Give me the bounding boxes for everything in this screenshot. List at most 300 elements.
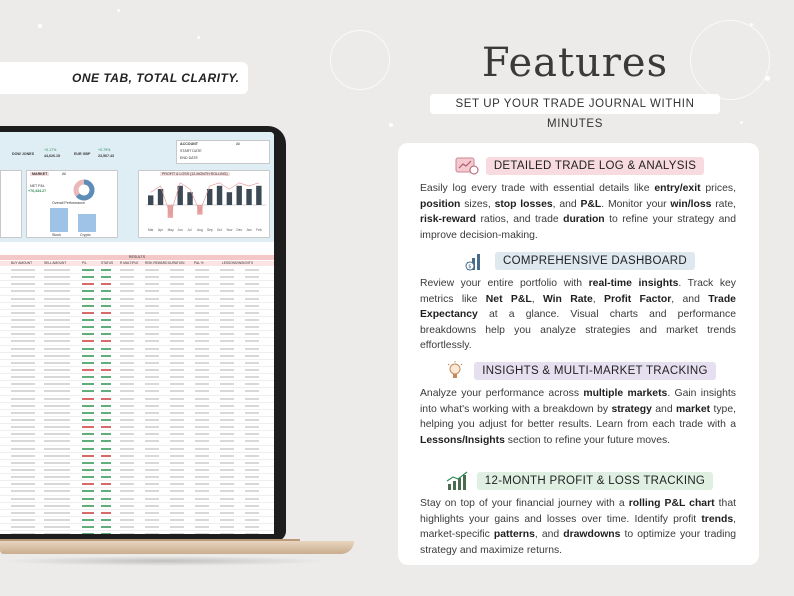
- table-row: [0, 460, 274, 467]
- row-pl-indicator: [82, 448, 94, 450]
- row-placeholder: [120, 333, 260, 335]
- row-status-indicator: [101, 519, 111, 521]
- table-row: [0, 474, 274, 481]
- row-placeholder: [44, 276, 70, 278]
- row-status-indicator: [101, 383, 111, 385]
- row-placeholder: [44, 312, 70, 314]
- table-row: [0, 317, 274, 324]
- feature-header: [420, 250, 736, 272]
- row-status-indicator: [101, 369, 111, 371]
- row-placeholder: [44, 519, 70, 521]
- table-row: [0, 274, 274, 281]
- row-placeholder: [120, 519, 260, 521]
- trade-log-table: [0, 267, 274, 534]
- row-placeholder: [11, 412, 35, 414]
- tagline-text: ONE TAB, TOTAL CLARITY.: [72, 71, 240, 85]
- account-value[interactable]: All: [236, 142, 240, 146]
- row-placeholder: [120, 433, 260, 435]
- net-pnl-label: NET P&L: [30, 184, 45, 188]
- table-row: [0, 346, 274, 353]
- feature-description: Analyze your performance across multiple markets. Gain insights into what's working with a breakdown by strategy and market type, helping you adjust for better results. Learn from each trade with a Lessons/Insights section to refine your future moves.: [420, 388, 736, 446]
- chart-tick-label: Jul: [187, 228, 192, 232]
- row-placeholder: [44, 412, 70, 414]
- chart-bar: [217, 186, 222, 205]
- row-placeholder: [120, 476, 260, 478]
- row-placeholder: [11, 390, 35, 392]
- trade-log-icon: [452, 155, 482, 177]
- table-row: [0, 338, 274, 345]
- column-header: STATUS: [101, 261, 114, 265]
- table-row: [0, 360, 274, 367]
- row-placeholder: [11, 333, 35, 335]
- row-pl-indicator: [82, 348, 94, 350]
- table-row: [0, 288, 274, 295]
- row-placeholder: [120, 426, 260, 428]
- table-row: [0, 388, 274, 395]
- row-placeholder: [11, 269, 35, 271]
- row-placeholder: [44, 398, 70, 400]
- row-pl-indicator: [82, 440, 94, 442]
- row-placeholder: [11, 298, 35, 300]
- row-placeholder: [11, 362, 35, 364]
- row-placeholder: [120, 512, 260, 514]
- row-placeholder: [44, 476, 70, 478]
- row-placeholder: [44, 298, 70, 300]
- row-placeholder: [120, 383, 260, 385]
- row-placeholder: [11, 276, 35, 278]
- row-placeholder: [120, 290, 260, 292]
- row-pl-indicator: [82, 305, 94, 307]
- row-placeholder: [120, 348, 260, 350]
- chart-tick-label: Sep: [207, 228, 213, 232]
- feature-header: [420, 155, 736, 177]
- row-pl-indicator: [82, 455, 94, 457]
- row-status-indicator: [101, 355, 111, 357]
- ticker-eurgbp-value: 23,567.43: [98, 154, 114, 158]
- end-date-label: END DATE: [180, 156, 198, 160]
- row-placeholder: [11, 283, 35, 285]
- row-placeholder: [11, 340, 35, 342]
- row-pl-indicator: [82, 433, 94, 435]
- row-placeholder: [120, 469, 260, 471]
- row-placeholder: [44, 469, 70, 471]
- table-row: [0, 453, 274, 460]
- chart-tick-label: May: [167, 228, 174, 232]
- row-placeholder: [44, 455, 70, 457]
- feature-title: COMPREHENSIVE DASHBOARD: [495, 252, 695, 270]
- table-row: [0, 503, 274, 510]
- row-placeholder: [11, 526, 35, 528]
- row-status-indicator: [101, 533, 111, 534]
- feature-header: [420, 470, 736, 492]
- row-placeholder: [11, 433, 35, 435]
- table-row: [0, 496, 274, 503]
- row-pl-indicator: [82, 269, 94, 271]
- row-placeholder: [44, 383, 70, 385]
- row-status-indicator: [101, 412, 111, 414]
- ticker-dow-change: +0.17%: [44, 148, 57, 152]
- table-row: [0, 431, 274, 438]
- row-status-indicator: [101, 348, 111, 350]
- row-placeholder: [44, 376, 70, 378]
- row-placeholder: [11, 533, 35, 534]
- pnl-bar-chart: [142, 179, 268, 235]
- row-pl-indicator: [82, 333, 94, 335]
- row-placeholder: [44, 333, 70, 335]
- row-status-indicator: [101, 290, 111, 292]
- ticker-dow-value: 44,626.15: [44, 154, 60, 158]
- row-placeholder: [44, 355, 70, 357]
- stock-bar: [50, 208, 68, 232]
- table-row: [0, 367, 274, 374]
- laptop-mockup: [0, 126, 286, 541]
- row-placeholder: [120, 355, 260, 357]
- row-pl-indicator: [82, 290, 94, 292]
- row-placeholder: [120, 455, 260, 457]
- row-pl-indicator: [82, 376, 94, 378]
- row-status-indicator: [101, 276, 111, 278]
- insights-icon: [440, 360, 470, 382]
- chart-bar: [227, 192, 232, 205]
- row-pl-indicator: [82, 276, 94, 278]
- row-placeholder: [44, 448, 70, 450]
- feature-insights: [420, 360, 736, 448]
- row-placeholder: [120, 440, 260, 442]
- pnl-chart-icon: [443, 470, 473, 492]
- row-placeholder: [11, 440, 35, 442]
- row-placeholder: [44, 526, 70, 528]
- row-placeholder: [120, 448, 260, 450]
- row-pl-indicator: [82, 533, 94, 534]
- row-placeholder: [120, 369, 260, 371]
- table-row: [0, 281, 274, 288]
- market-label: MARKET: [32, 172, 48, 176]
- row-status-indicator: [101, 305, 111, 307]
- row-placeholder: [44, 405, 70, 407]
- row-status-indicator: [101, 283, 111, 285]
- row-pl-indicator: [82, 398, 94, 400]
- row-placeholder: [120, 419, 260, 421]
- page-title: Features: [481, 40, 669, 86]
- row-placeholder: [44, 369, 70, 371]
- laptop-base: [0, 541, 354, 554]
- row-placeholder: [120, 498, 260, 500]
- chart-trend-line: [151, 183, 259, 215]
- column-header: DURATION: [168, 261, 185, 265]
- column-header: RISK REWARD: [145, 261, 168, 265]
- row-placeholder: [44, 305, 70, 307]
- row-placeholder: [11, 462, 35, 464]
- row-placeholder: [11, 448, 35, 450]
- table-row: [0, 324, 274, 331]
- row-status-indicator: [101, 448, 111, 450]
- row-pl-indicator: [82, 390, 94, 392]
- table-row: [0, 446, 274, 453]
- row-status-indicator: [101, 512, 111, 514]
- row-placeholder: [11, 483, 35, 485]
- laptop-screen: [0, 132, 274, 534]
- market-value[interactable]: All: [62, 172, 66, 176]
- row-status-indicator: [101, 469, 111, 471]
- chart-tick-label: Nov: [226, 228, 233, 232]
- row-status-indicator: [101, 433, 111, 435]
- chart-tick-label: Feb: [256, 228, 262, 232]
- start-date-label: START DATE: [180, 149, 202, 153]
- row-placeholder: [120, 412, 260, 414]
- row-status-indicator: [101, 505, 111, 507]
- sparkle-decoration: [740, 121, 743, 124]
- summary-box: [0, 170, 22, 238]
- table-row: [0, 488, 274, 495]
- row-status-indicator: [101, 490, 111, 492]
- row-placeholder: [120, 505, 260, 507]
- table-row: [0, 417, 274, 424]
- row-placeholder: [11, 326, 35, 328]
- row-placeholder: [120, 276, 260, 278]
- row-placeholder: [44, 462, 70, 464]
- row-pl-indicator: [82, 312, 94, 314]
- row-status-indicator: [101, 333, 111, 335]
- row-placeholder: [11, 476, 35, 478]
- feature-title: 12-MONTH PROFIT & LOSS TRACKING: [477, 472, 713, 490]
- row-placeholder: [120, 340, 260, 342]
- table-row: [0, 310, 274, 317]
- row-pl-indicator: [82, 369, 94, 371]
- sparkle-decoration: [389, 123, 393, 127]
- row-status-indicator: [101, 312, 111, 314]
- row-placeholder: [44, 490, 70, 492]
- chart-bar: [237, 186, 242, 205]
- table-row: [0, 410, 274, 417]
- chart-tick-label: Mar: [148, 228, 154, 232]
- row-pl-indicator: [82, 412, 94, 414]
- row-placeholder: [44, 426, 70, 428]
- row-placeholder: [120, 526, 260, 528]
- ticker-eurgbp-change: +0.79%: [98, 148, 111, 152]
- row-status-indicator: [101, 398, 111, 400]
- row-placeholder: [44, 533, 70, 534]
- row-status-indicator: [101, 362, 111, 364]
- row-status-indicator: [101, 462, 111, 464]
- chart-bar: [168, 205, 173, 218]
- row-placeholder: [11, 405, 35, 407]
- row-placeholder: [120, 490, 260, 492]
- row-pl-indicator: [82, 298, 94, 300]
- row-placeholder: [11, 419, 35, 421]
- row-placeholder: [11, 290, 35, 292]
- row-placeholder: [11, 455, 35, 457]
- page-subtitle: SET UP YOUR TRADE JOURNAL WITHIN MINUTES: [430, 94, 720, 114]
- row-placeholder: [120, 326, 260, 328]
- row-placeholder: [11, 469, 35, 471]
- table-row: [0, 438, 274, 445]
- laptop-shadow: [0, 556, 330, 566]
- crypto-bar: [78, 214, 96, 232]
- row-placeholder: [120, 312, 260, 314]
- row-status-indicator: [101, 269, 111, 271]
- feature-description: Stay on top of your financial journey with a rolling P&L chart that highlights your gains and losses over time. Identify profit trends, market-specific patterns, and drawdowns to optimize your trading strategy and maximize returns.: [420, 498, 736, 556]
- row-status-indicator: [101, 298, 111, 300]
- table-row: [0, 331, 274, 338]
- row-placeholder: [120, 462, 260, 464]
- row-pl-indicator: [82, 462, 94, 464]
- row-placeholder: [44, 390, 70, 392]
- stock-bar-label: Stock: [52, 233, 61, 237]
- column-header: P/L: [82, 261, 87, 265]
- table-row: [0, 381, 274, 388]
- chart-tick-label: Oct: [216, 228, 222, 232]
- row-placeholder: [120, 398, 260, 400]
- row-status-indicator: [101, 440, 111, 442]
- net-pnl-value: +76,434.27: [28, 189, 47, 193]
- row-placeholder: [44, 419, 70, 421]
- table-row: [0, 303, 274, 310]
- row-placeholder: [120, 305, 260, 307]
- row-status-indicator: [101, 376, 111, 378]
- chart-tick-label: Jun: [177, 228, 183, 232]
- row-placeholder: [120, 298, 260, 300]
- row-status-indicator: [101, 405, 111, 407]
- chart-tick-label: Aug: [197, 228, 203, 232]
- table-row: [0, 531, 274, 534]
- column-header: BUY AMOUNT: [11, 261, 33, 265]
- feature-pnl-tracking: [420, 470, 736, 558]
- chart-tick-label: Dec: [236, 228, 243, 232]
- row-pl-indicator: [82, 526, 94, 528]
- row-status-indicator: [101, 419, 111, 421]
- row-placeholder: [11, 490, 35, 492]
- row-placeholder: [44, 505, 70, 507]
- row-placeholder: [120, 405, 260, 407]
- row-placeholder: [44, 283, 70, 285]
- row-placeholder: [44, 483, 70, 485]
- row-status-indicator: [101, 390, 111, 392]
- dashboard-icon: [461, 250, 491, 272]
- column-header: P&L %: [194, 261, 204, 265]
- overall-performance-label: Overall Performance: [52, 201, 85, 205]
- tagline-banner: [0, 62, 248, 94]
- table-row: [0, 396, 274, 403]
- row-placeholder: [120, 283, 260, 285]
- row-placeholder: [120, 376, 260, 378]
- swirl-decoration: [330, 30, 390, 90]
- row-placeholder: [11, 383, 35, 385]
- row-placeholder: [44, 512, 70, 514]
- row-status-indicator: [101, 498, 111, 500]
- chart-bar: [246, 189, 251, 205]
- row-pl-indicator: [82, 355, 94, 357]
- row-placeholder: [44, 290, 70, 292]
- row-status-indicator: [101, 476, 111, 478]
- row-status-indicator: [101, 526, 111, 528]
- row-placeholder: [11, 519, 35, 521]
- row-status-indicator: [101, 426, 111, 428]
- row-placeholder: [120, 362, 260, 364]
- column-header: SELL AMOUNT: [44, 261, 67, 265]
- row-placeholder: [44, 362, 70, 364]
- row-placeholder: [120, 533, 260, 534]
- feature-trade-log: [420, 155, 736, 243]
- row-pl-indicator: [82, 283, 94, 285]
- row-placeholder: [44, 326, 70, 328]
- row-placeholder: [44, 498, 70, 500]
- row-placeholder: [120, 269, 260, 271]
- sparkle-decoration: [117, 9, 120, 12]
- table-row: [0, 510, 274, 517]
- row-pl-indicator: [82, 505, 94, 507]
- table-row: [0, 296, 274, 303]
- table-row: [0, 517, 274, 524]
- chart-tick-label: Jan: [246, 228, 252, 232]
- row-status-indicator: [101, 455, 111, 457]
- feature-description: Review your entire portfolio with real-time insights. Track key metrics like Net P&L, Win Rate, Profit Factor, and Trade Expectancy at a glance. Visual charts and performance breakdowns help you analyze strategies and market trends effortlessly.: [420, 278, 736, 352]
- row-pl-indicator: [82, 512, 94, 514]
- table-row: [0, 424, 274, 431]
- table-row: [0, 524, 274, 531]
- row-placeholder: [44, 440, 70, 442]
- feature-title: DETAILED TRADE LOG & ANALYSIS: [486, 157, 704, 175]
- row-placeholder: [44, 433, 70, 435]
- row-placeholder: [11, 369, 35, 371]
- table-row: [0, 481, 274, 488]
- row-status-indicator: [101, 326, 111, 328]
- row-placeholder: [120, 390, 260, 392]
- row-status-indicator: [101, 483, 111, 485]
- chart-tick-label: Apr: [157, 228, 163, 232]
- row-placeholder: [44, 340, 70, 342]
- row-placeholder: [44, 348, 70, 350]
- row-placeholder: [11, 498, 35, 500]
- row-placeholder: [11, 305, 35, 307]
- table-row: [0, 267, 274, 274]
- row-placeholder: [11, 355, 35, 357]
- results-column-headers: [0, 261, 274, 266]
- svg-text:$: $: [468, 264, 472, 270]
- feature-header: [420, 360, 736, 382]
- row-placeholder: [11, 505, 35, 507]
- row-placeholder: [11, 312, 35, 314]
- row-pl-indicator: [82, 383, 94, 385]
- row-placeholder: [11, 376, 35, 378]
- feature-title: INSIGHTS & MULTI-MARKET TRACKING: [474, 362, 716, 380]
- row-pl-indicator: [82, 483, 94, 485]
- table-row: [0, 353, 274, 360]
- column-header: LESSONS/INSIGHTS: [222, 261, 253, 265]
- row-placeholder: [11, 426, 35, 428]
- ticker-eurgbp-name: EUR GBP: [74, 152, 91, 156]
- feature-dashboard: [420, 250, 736, 354]
- row-pl-indicator: [82, 519, 94, 521]
- column-header: R MULTIPLE: [120, 261, 139, 265]
- row-status-indicator: [101, 340, 111, 342]
- row-pl-indicator: [82, 419, 94, 421]
- table-row: [0, 403, 274, 410]
- account-label: ACCOUNT: [180, 142, 198, 146]
- row-pl-indicator: [82, 490, 94, 492]
- features-card: [398, 143, 759, 565]
- row-placeholder: [11, 348, 35, 350]
- row-pl-indicator: [82, 362, 94, 364]
- row-placeholder: [11, 398, 35, 400]
- row-placeholder: [11, 319, 35, 321]
- chart-bar: [256, 186, 261, 205]
- pnl-chart-title: PROFIT & LOSS (12-MONTH ROLLING): [162, 172, 228, 176]
- table-row: [0, 467, 274, 474]
- row-status-indicator: [101, 319, 111, 321]
- win-rate-donut-chart: [72, 178, 96, 202]
- row-placeholder: [11, 512, 35, 514]
- row-placeholder: [120, 319, 260, 321]
